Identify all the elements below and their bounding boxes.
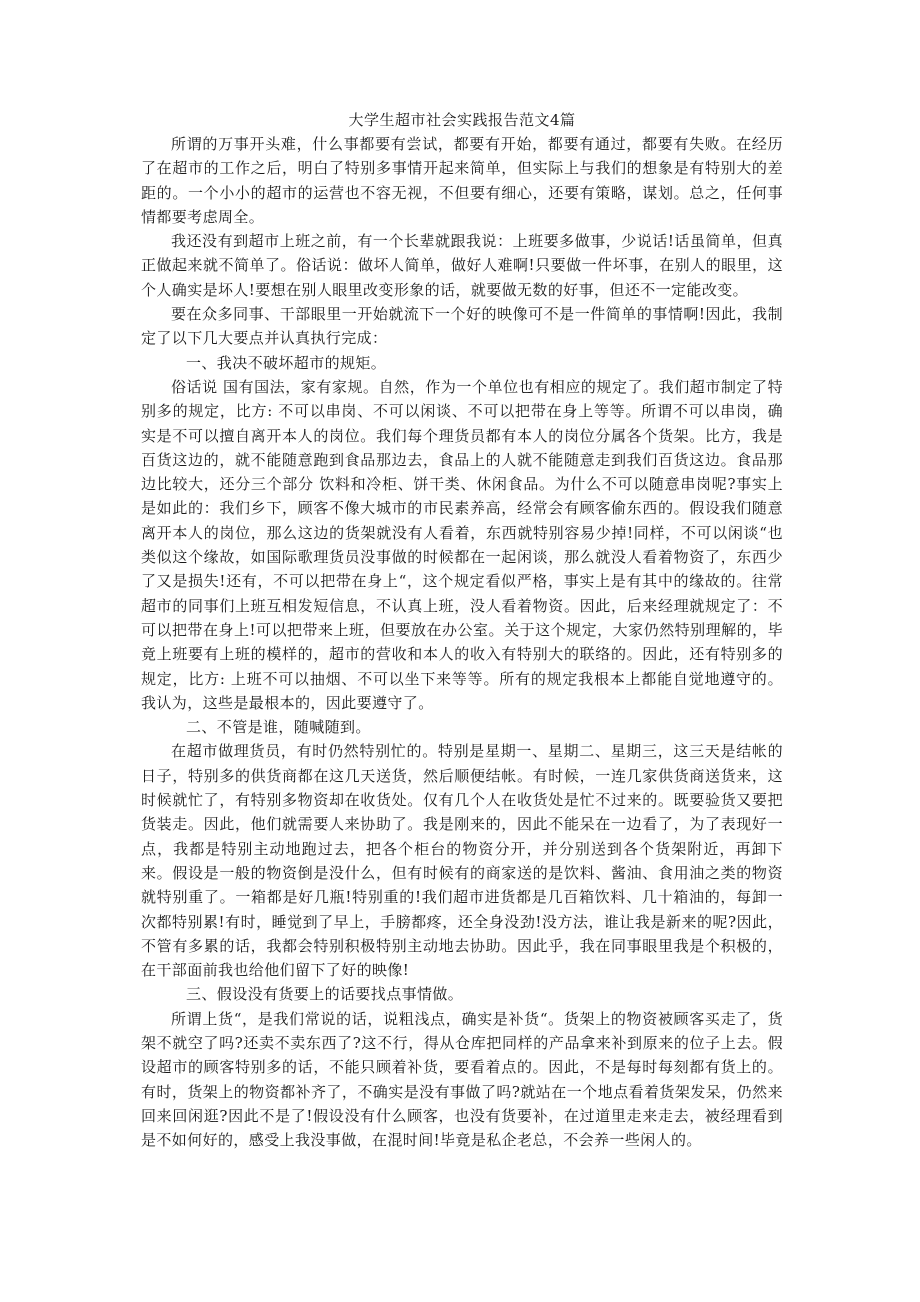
section-heading-1: 一、我决不破坏超市的规矩。 (186, 353, 387, 372)
document-page (141, 108, 783, 1152)
intro-paragraph-3: 要在众多同事、干部眼里一开始就流下一个好的映像可不是一件简单的事情啊!因此，我制定了以下几大要点并认真执行完成： (141, 305, 783, 348)
intro-paragraph-2: 我还没有到超市上班之前，有一个长辈就跟我说：上班要多做事，少说话!话虽简单，但真正做起来就不简单了。俗话说：做坏人简单，做好人难啊!只要做一件坏事，在别人的眼里，这个人确实是坏人!要想在别人眼里改变形象的话，就要做无数的好事，但还不一定能改变。 (141, 232, 783, 299)
section-paragraph-3: 所谓上货“，是我们常说的话，说粗浅点，确实是补货“。货架上的物资被顾客买走了，货架不就空了吗?还卖不卖东西了?这不行，得从仓库把同样的产品拿来补到原来的位子上去。假设超市的顾客特别多的话，不能只顾着补货，要看着点的。因此，不是每时每刻都有货上的。有时，货架上的物资都补齐了，不确实是没有事做了吗?就站在一个地点看着货架发呆，仍然来回来回闲逛?因此不是了!假设没有什么顾客，也没有货要补，在过道里走来走去，被经理看到是不如何好的，感受上我没事做，在混时间!毕竟是私企老总，不会养一些闲人的。 (141, 1009, 783, 1150)
document-title: 大学生超市社会实践报告范文4篇 (348, 111, 576, 129)
intro-paragraph-1: 所谓的万事开头难，什么事都要有尝试，都要有开始，都要有通过，都要有失败。在经历了在超市的工作之后，明白了特别多事情开起来简单，但实际上与我们的想象是有特别大的差距的。一个小小的超市的运营也不容无视，不但要有细心，还要有策略，谋划。总之，任何事情都要考虑周全。 (141, 135, 783, 226)
section-heading-2: 二、不管是谁，随喊随到。 (186, 718, 371, 737)
section-paragraph-1: 俗话说 国有国法，家有家规。自然，作为一个单位也有相应的规定了。我们超市制定了特别多的规定，比方: 不可以串岗、不可以闲谈、不可以把带在身上等等。所谓不可以串岗，确实是不可以擅自离开本人的岗位。我们每个理货员都有本人的岗位分属各个货架。比方，我是百货这边的，就不能随意跑到食品那边去，食品上的人就不能随意走到我们百货这边。食品那边比较大，还分三个部分 饮料和冷柜、饼干类、休闲食品。为什么不可以随意串岗呢?事实上是如此的：我们乡下，顾客不像大城市的市民素养高，经常会有顾客偷东西的。假设我们随意离开本人的岗位，那么这边的货架就没有人看着，东西就特别容易少掉!同样，不可以闲谈“也类似这个缘故，如国际歌理货员没事做的时候都在一起闲谈，那么就没人看着物资了，东西少了又是损失!还有，不可以把带在身上“，这个规定看似严格，事实上是有其中的缘故的。往常超市的同事们上班互相发短信息，不认真上班，没人看着物资。因此，后来经理就规定了：不可以把带在身上!可以把带来上班，但要放在办公室。关于这个规定，大家仍然特别理解的，毕竟上班要有上班的模样的，超市的营收和本人的收入有特别大的联络的。因此，还有特别多的规定，比方: 上班不可以抽烟、不可以坐下来等等。所有的规定我根本上都能自觉地遵守的。我认为，这些是最根本的，因此要遵守了。 (141, 377, 783, 712)
section-heading-3: 三、假设没有货要上的话要找点事情做。 (186, 985, 464, 1004)
section-paragraph-2: 在超市做理货员，有时仍然特别忙的。特别是星期一、星期二、星期三，这三天是结帐的日子，特别多的供货商都在这几天送货，然后顺便结帐。有时候，一连几家供货商送货来，这时候就忙了，有特别多物资却在收货处。仅有几个人在收货处是忙不过来的。既要验货又要把货装走。因此，他们就需要人来协助了。我是刚来的，因此不能呆在一边看了，为了表现好一点，我都是特别主动地跑过去，把各个柜台的物资分开，并分别送到各个货架附近，再卸下来。假设是一般的物资倒是没什么，但有时候有的商家送的是饮料、酱油、食用油之类的物资就特别重了。一箱都是好几瓶!特别重的!我们超市进货都是几百箱饮料、几十箱油的，每卸一次都特别累!有时，睡觉到了早上，手膀都疼，还全身没劲!没方法，谁让我是新来的呢?因此，不管有多累的话，我都会特别积极特别主动地去协助。因此乎，我在同事眼里我是个积极的，在干部面前我也给他们留下了好的映像! (141, 742, 783, 980)
